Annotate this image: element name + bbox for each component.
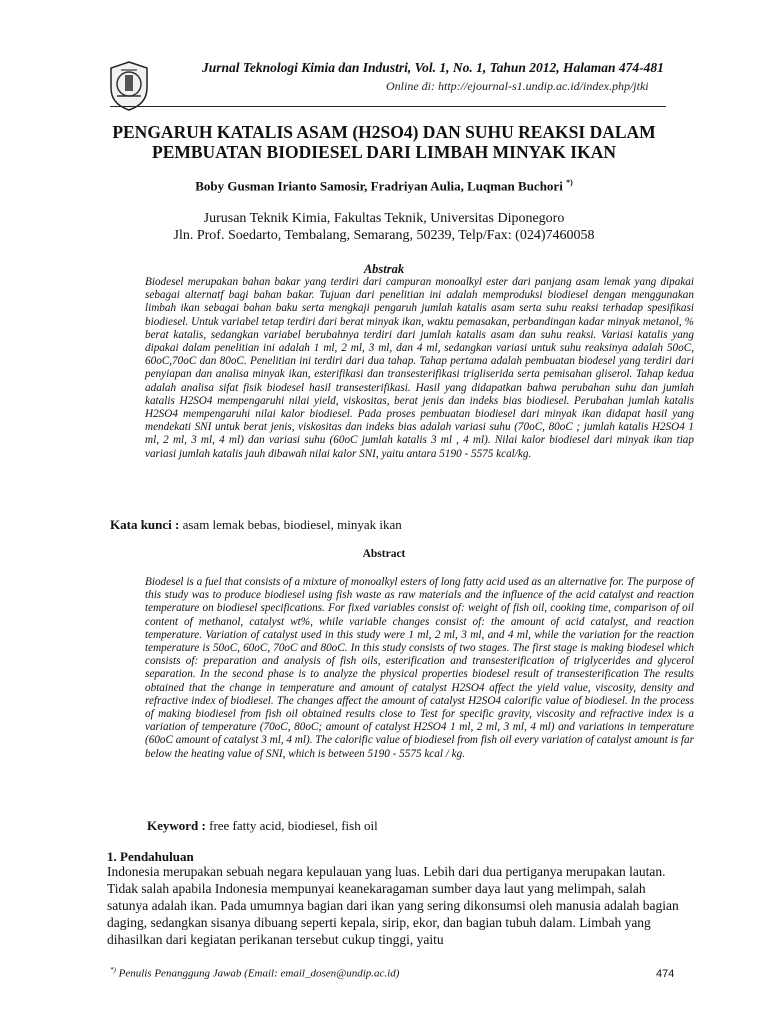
journal-citation: Jurnal Teknologi Kimia dan Industri, Vol. 1, No. 1, Tahun 2012, Halaman 474-481	[202, 60, 664, 75]
university-logo	[107, 60, 151, 112]
authors	[100, 178, 668, 194]
affiliation-line-2: Jln. Prof. Soedarto, Tembalang, Semarang, 50239, Telp/Fax: (024)7460058	[173, 228, 595, 243]
title-line-1: PENGARUH KATALIS ASAM (H2SO4) DAN SUHU REAKSI DALAM	[112, 122, 656, 142]
journal-url: Online di: http://ejournal-s1.undip.ac.id/index.php/jtki	[386, 79, 649, 93]
footnote-mark: *)	[110, 966, 116, 974]
section-heading: 1. Pendahuluan	[107, 849, 194, 864]
title-line-2: PEMBUATAN BIODIESEL DARI LIMBAH MINYAK IKAN	[152, 142, 616, 162]
keywords	[147, 818, 378, 834]
footnote-text: Penulis Penanggung Jawab (Email: email_dosen@undip.ac.id)	[115, 967, 400, 980]
abstrak-heading: Abstrak	[363, 262, 405, 276]
keyword-text: free fatty acid, biodiesel, fish oil	[205, 818, 378, 833]
author-names: Boby Gusman Irianto Samosir, Fradriyan Aulia, Luqman Buchori	[195, 178, 563, 194]
affiliation	[100, 210, 668, 244]
kata-kunci	[110, 517, 402, 533]
footnote	[110, 966, 399, 980]
kata-kunci-text: asam lemak bebas, biodiesel, minyak ikan	[179, 517, 402, 532]
abstract-heading: Abstract	[362, 548, 406, 560]
affiliation-line-1: Jurusan Teknik Kimia, Fakultas Teknik, Universitas Diponegoro	[203, 211, 565, 226]
keyword-label: Keyword :	[147, 818, 206, 833]
abstrak-text: Biodesel merupakan bahan bakar yang terdiri dari campuran monoalkyl ester dari panjang asam lemak yang dipakai sebagai alternatf bagi bahan bakar. Tujuan dari penelitian ini adalah memproduksi biodiesel dengan menggunakan limbah ikan sebagai bahan baku serta mengkaji pengaruh jumlah katalis asam serta suhu reaksi terhadap spesifikasi biodiesel. Untuk variabel tetap terdiri dari berat minyak ikan, waktu pemasakan, perbandingan kadar minyak metanol, % berat katalis, sedangkan variabel berubahnya terdiri dari jumlah katalis asam dan suhu reaksi. Variasi katalis yang dipakai dalam penelitian ini adalah 1 ml, 2 ml, 3 ml, dan 4 ml, sedangkan variasi untuk suhu reaksinya adalah 50oC, 60oC,70oC dan 80oC. Penelitian ini terdiri dari dua tahap. Tahap pertama adalah pembuatan biodesel yang terdiri dari penyiapan dan analisa minyak ikan, esterifikasi dan transesterifikasi trigliserida serta pemisahan gliserol. Tahap kedua adalah analisa sifat fisik biodesel hasil transesterifikasi. Hasil yang didapatkan bahwa perubahan suhu dan jumlah katalis H2SO4 mempengaruhi nilai yield, viskositas, berat jenis dan indeks bias biodiesel. Perubahan jumlah katalis H2SO4 mempengaruhi nilai kalor biodiesel. Pada proses pembuatan biodiesel dari minyak ikan didapat hasil yang mendekati SNI untuk berat jenis, viskositas dan indeks bias adalah variasi suhu (70oC, 80oC ; jumlah katalis H2SO4 1 ml, 2 ml, 3 ml, 4 ml) dan variasi suhu (60oC jumlah katalis 3 ml , 4 ml). Nilai kalor biodiesel dari minyak ikan tiap variasi jumlah katalis jauh dibawah nilai kalor SNI, yaitu antara 5190 - 5575 kcal/kg.	[145, 276, 694, 460]
abstract-text: Biodesel is a fuel that consists of a mixture of monoalkyl esters of long fatty acid used as an alternative for. The purpose of this study was to produce biodiesel using fish waste as raw materials and the influence of the acid catalyst and reaction temperature on biodiesel specifications. For fixed variables consist of: weight of fish oil, cooking time, comparison of oil content of methanol, catalyst wt%, while variable changes consist of: the amount of acid catalyst, and reaction temperature. Variation of catalyst used in this study were 1 ml, 2 ml, 3 ml, and 4 ml, while the variation for the reaction temperature is 50oC, 60oC, 70oC and 80oC. In this study consists of two stages. The first stage is making biodesel which consists of: preparation and analysis of fish oils, esterification and transesterification of triglycerides and glycerol separation. In the second phase is to analyze the physical properties biodesel result of transesterification The results obtained that the change in temperature and amount of catalyst H2SO4 affect the yield value, viscosity, density and refractive index of biodiesel. The changes affect the amount of catalyst H2SO4 calorific value of biodiesel. In the process of making biodiesel from fish oil obtained results close to Test for specific gravity, viscosity and refractive index is a variation of temperature (70oC, 80oC; amount of catalyst H2SO4 1 ml, 2 ml, 3 ml, 4 ml) and variations in temperature (60oC amount of catalyst 3 ml, 4 ml). The calorific value of biodiesel from fish oil every variation of catalyst amount is far below the heating value of SNI, which is between 5190 - 5575 kcal / kg.	[145, 576, 694, 760]
intro-paragraph: Indonesia merupakan sebuah negara kepulauan yang luas. Lebih dari dua pertiganya merupakan lautan. Tidak salah apabila Indonesia mempunyai keanekaragaman sumber daya laut yang melimpah, salah satunya adalah ikan. Pada umumnya bagian dari ikan yang sering dikonsumsi oleh manusia adalah bagian daging, sedangkan sisanya dibuang seperti kepala, sirip, ekor, dan bagian tubuh dalam. Limbah yang dihasilkan dari kegiatan perikanan tersebut cukup tinggi, yaitu	[107, 864, 679, 947]
header-divider	[110, 106, 666, 107]
page-number: 474	[656, 968, 675, 980]
corresponding-mark: *)	[566, 178, 573, 187]
paper-title	[100, 122, 668, 162]
kata-kunci-label: Kata kunci :	[110, 517, 180, 532]
